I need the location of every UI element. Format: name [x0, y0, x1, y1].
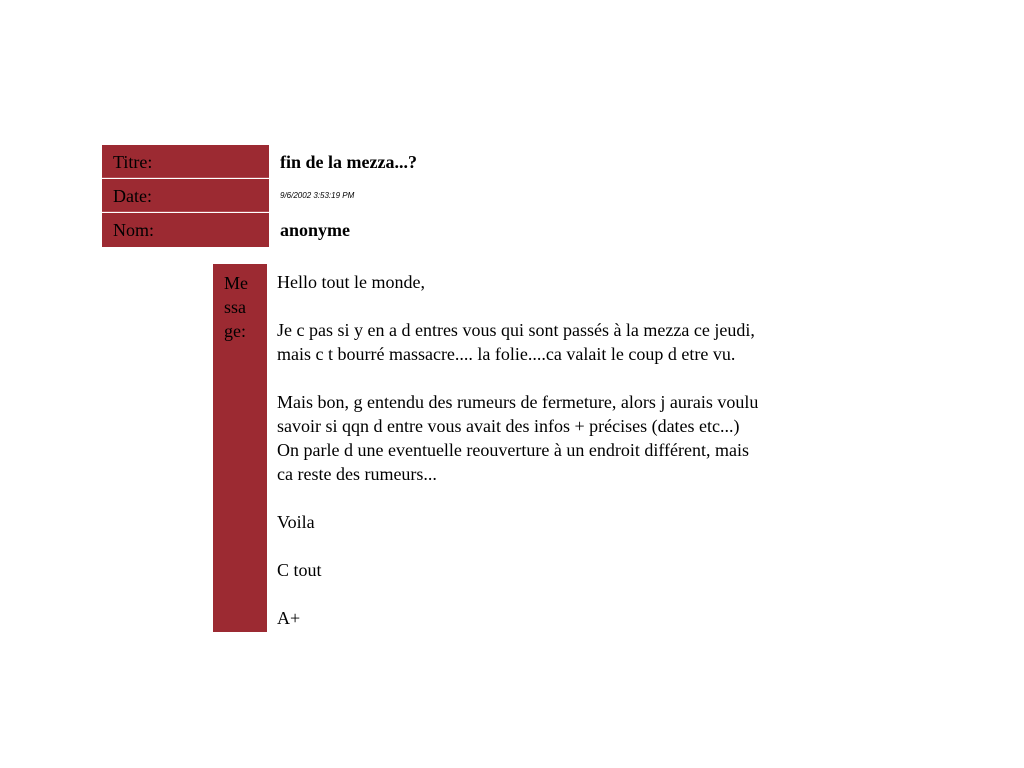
message-line: A+: [277, 608, 301, 628]
message-line: mais c t bourré massacre.... la folie....ca valait le coup d etre vu.: [277, 344, 736, 364]
date-label: Date:: [102, 179, 269, 212]
title-value: fin de la mezza...?: [280, 152, 417, 172]
message-line: On parle d une eventuelle reouverture à un endroit différent, mais: [277, 440, 749, 460]
message-line: Hello tout le monde,: [277, 272, 425, 292]
name-value: anonyme: [280, 220, 351, 240]
message-line: savoir si qqn d entre vous avait des infos + précises (dates etc...): [277, 416, 740, 436]
name-label: Nom:: [102, 213, 269, 247]
message-blank-line: [277, 582, 837, 606]
message-blank-line: [277, 534, 837, 558]
message-body: [277, 270, 837, 630]
message-line: Voila: [277, 512, 315, 532]
message-blank-line: [277, 294, 837, 318]
title-label: Titre:: [102, 145, 269, 178]
message-line: C tout: [277, 560, 322, 580]
message-line: Je c pas si y en a d entres vous qui sont passés à la mezza ce jeudi,: [277, 320, 755, 340]
date-value: 9/6/2002 3:53:19 PM: [280, 191, 355, 200]
message-blank-line: [277, 486, 837, 510]
message-line: ca reste des rumeurs...: [277, 464, 437, 484]
message-blank-line: [277, 366, 837, 390]
message-label-line: ssa: [224, 297, 246, 317]
message-label: [213, 264, 267, 632]
message-label-line: ge:: [224, 321, 246, 341]
message-line: Mais bon, g entendu des rumeurs de fermeture, alors j aurais voulu: [277, 392, 759, 412]
message-label-line: Me: [224, 273, 248, 293]
